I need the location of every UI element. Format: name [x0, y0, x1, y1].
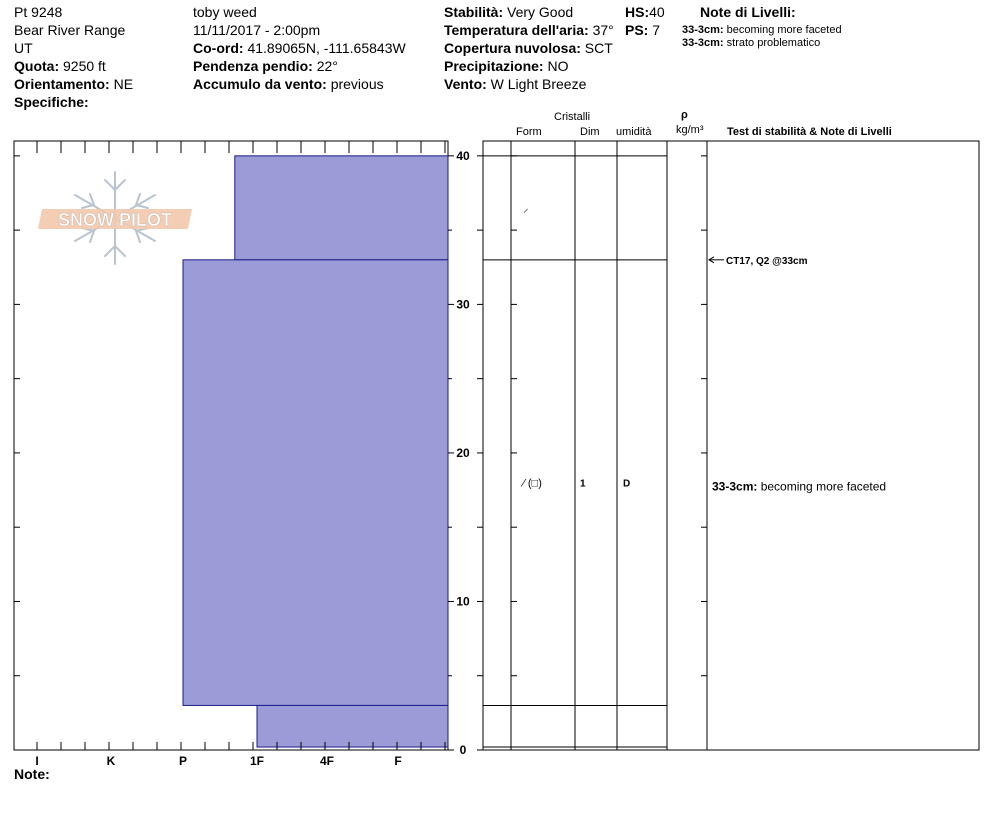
- depth-tick-label: 40: [456, 148, 470, 163]
- stability-value: Very Good: [507, 4, 574, 20]
- sky-value: SCT: [584, 40, 613, 56]
- layer-note-label: 33-3cm:: [682, 24, 724, 36]
- hardness-axis-label: I: [35, 754, 39, 768]
- hardness-axis-label: 1F: [249, 754, 265, 768]
- density-unit-header: kg/m³: [676, 124, 704, 136]
- aspect-value: NE: [113, 76, 134, 92]
- aspect-label: Orientamento:: [14, 76, 110, 92]
- hardness-bar: [235, 156, 448, 260]
- hardness-bars: [183, 156, 448, 747]
- hs-value: 40: [649, 4, 665, 20]
- sky-label: Copertura nuvolosa:: [444, 40, 581, 56]
- depth-tick-label: 20: [456, 445, 470, 460]
- depth-note-label: 33-3cm:: [712, 479, 761, 494]
- coords-label: Co-ord:: [193, 40, 244, 56]
- layer-notes-title: Note di Livelli:: [700, 4, 796, 20]
- test-label: CT17, Q2 @33cm: [726, 255, 808, 267]
- hardness-axis-label: K: [106, 754, 116, 768]
- crystal-moisture: D: [623, 478, 631, 490]
- ps-label: PS:: [625, 22, 649, 38]
- elevation-value: 9250 ft: [63, 58, 106, 74]
- pit-id: Pt 9248: [14, 4, 63, 20]
- hardness-bar: [183, 260, 448, 706]
- hardness-axis-label: P: [178, 754, 188, 768]
- coords-value: 41.89065N, -111.65843W: [247, 40, 406, 56]
- depth-tick-label: 30: [456, 297, 470, 312]
- ps-value: 7: [652, 22, 661, 38]
- observer: toby weed: [193, 4, 257, 20]
- rho-header: ρ: [681, 109, 688, 121]
- layer-note-text: strato problematico: [726, 37, 821, 49]
- notes-label: Note:: [14, 766, 50, 782]
- table-frame: [483, 141, 979, 750]
- crystal-size: 1: [580, 478, 586, 490]
- air-temp-label: Temperatura dell'aria:: [444, 22, 589, 38]
- size-header: Dim: [580, 126, 600, 138]
- state: UT: [14, 40, 33, 56]
- depth-tick-label: 0: [459, 743, 467, 757]
- moisture-header: umidità: [616, 126, 652, 138]
- depth-note-text: becoming more faceted: [760, 479, 887, 494]
- depth-note: [712, 480, 886, 494]
- slope-value: 22°: [316, 58, 338, 74]
- stability-label: Stabilità:: [444, 4, 504, 20]
- slope-label: Pendenza pendio:: [193, 58, 313, 74]
- wind-loading-value: previous: [330, 76, 384, 92]
- hardness-axis-label: F: [394, 754, 402, 768]
- table-depth-ticks: [511, 156, 707, 750]
- wind-value: W Light Breeze: [490, 76, 587, 92]
- form-header: Form: [516, 126, 542, 138]
- elevation-label: Quota:: [14, 58, 60, 74]
- hardness-bar: [257, 705, 448, 747]
- air-temp-value: 37°: [592, 22, 614, 38]
- specifics-label: Specifiche:: [14, 94, 89, 110]
- logo-text: SNOW PILOT: [58, 210, 172, 230]
- wind-label: Vento:: [444, 76, 487, 92]
- hardness-axis-label: 4F: [319, 754, 335, 768]
- datetime: 11/11/2017 - 2:00pm: [193, 22, 321, 38]
- snow-pilot-logo: [38, 172, 192, 264]
- precip-label: Precipitazione:: [444, 58, 544, 74]
- stability-tests: [709, 256, 808, 267]
- layer-note-text: becoming more faceted: [726, 24, 842, 36]
- crystal-form: ⸝: [523, 202, 529, 215]
- hardness-axis-labels: [35, 754, 401, 768]
- range-name: Bear River Range: [14, 22, 126, 38]
- wind-loading-label: Accumulo da vento:: [193, 76, 327, 92]
- tests-notes-header: Test di stabilità & Note di Livelli: [727, 126, 892, 138]
- crystal-table: [483, 141, 979, 750]
- precip-value: NO: [547, 58, 569, 74]
- depth-tick-label: 10: [456, 594, 470, 609]
- crystal-form: ⁄ (□): [523, 477, 542, 490]
- crystals-header: Cristalli: [554, 111, 591, 123]
- hs-label: HS:: [625, 4, 650, 20]
- layer-depth-notes: [712, 480, 886, 494]
- layer-note-label: 33-3cm:: [682, 37, 724, 49]
